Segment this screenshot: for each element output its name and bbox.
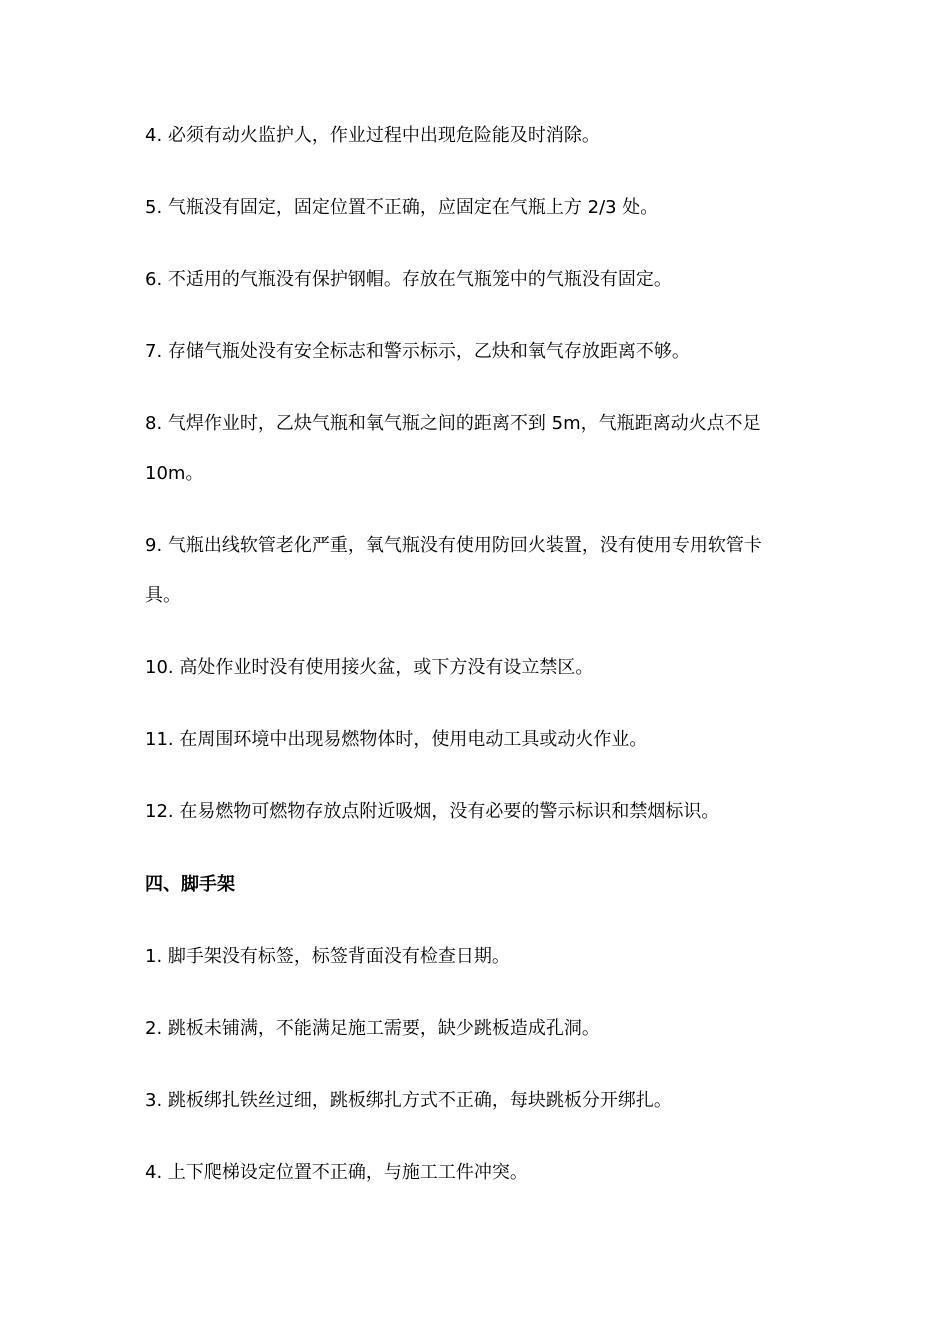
list-item: 1. 脚手架没有标签，标签背面没有检查日期。 (145, 946, 510, 967)
list-item: 5. 气瓶没有固定，固定位置不正确，应固定在气瓶上方 2/3 处。 (145, 197, 659, 218)
section-heading: 四、脚手架 (145, 874, 235, 895)
list-item: 8. 气焊作业时，乙炔气瓶和氧气瓶之间的距离不到 5m，气瓶距离动火点不足 (145, 413, 761, 434)
list-item: 3. 跳板绑扎铁丝过细，跳板绑扎方式不正确，每块跳板分开绑扎。 (145, 1090, 672, 1111)
list-item: 7. 存储气瓶处没有安全标志和警示标示，乙炔和氧气存放距离不够。 (145, 341, 690, 362)
list-item: 9. 气瓶出线软管老化严重，氧气瓶没有使用防回火装置，没有使用专用软管卡 (145, 535, 762, 556)
list-item: 11. 在周围环境中出现易燃物体时，使用电动工具或动火作业。 (145, 729, 648, 750)
list-item-continuation: 具。 (145, 585, 181, 606)
list-item-continuation: 10m。 (145, 463, 204, 484)
list-item: 4. 必须有动火监护人，作业过程中出现危险能及时消除。 (145, 125, 600, 146)
list-item: 10. 高处作业时没有使用接火盆，或下方没有设立禁区。 (145, 657, 594, 678)
list-item: 4. 上下爬梯设定位置不正确，与施工工件冲突。 (145, 1162, 528, 1183)
list-item: 2. 跳板未铺满，不能满足施工需要，缺少跳板造成孔洞。 (145, 1018, 600, 1039)
list-item: 6. 不适用的气瓶没有保护钢帽。存放在气瓶笼中的气瓶没有固定。 (145, 269, 672, 290)
list-item: 12. 在易燃物可燃物存放点附近吸烟，没有必要的警示标识和禁烟标识。 (145, 801, 720, 822)
